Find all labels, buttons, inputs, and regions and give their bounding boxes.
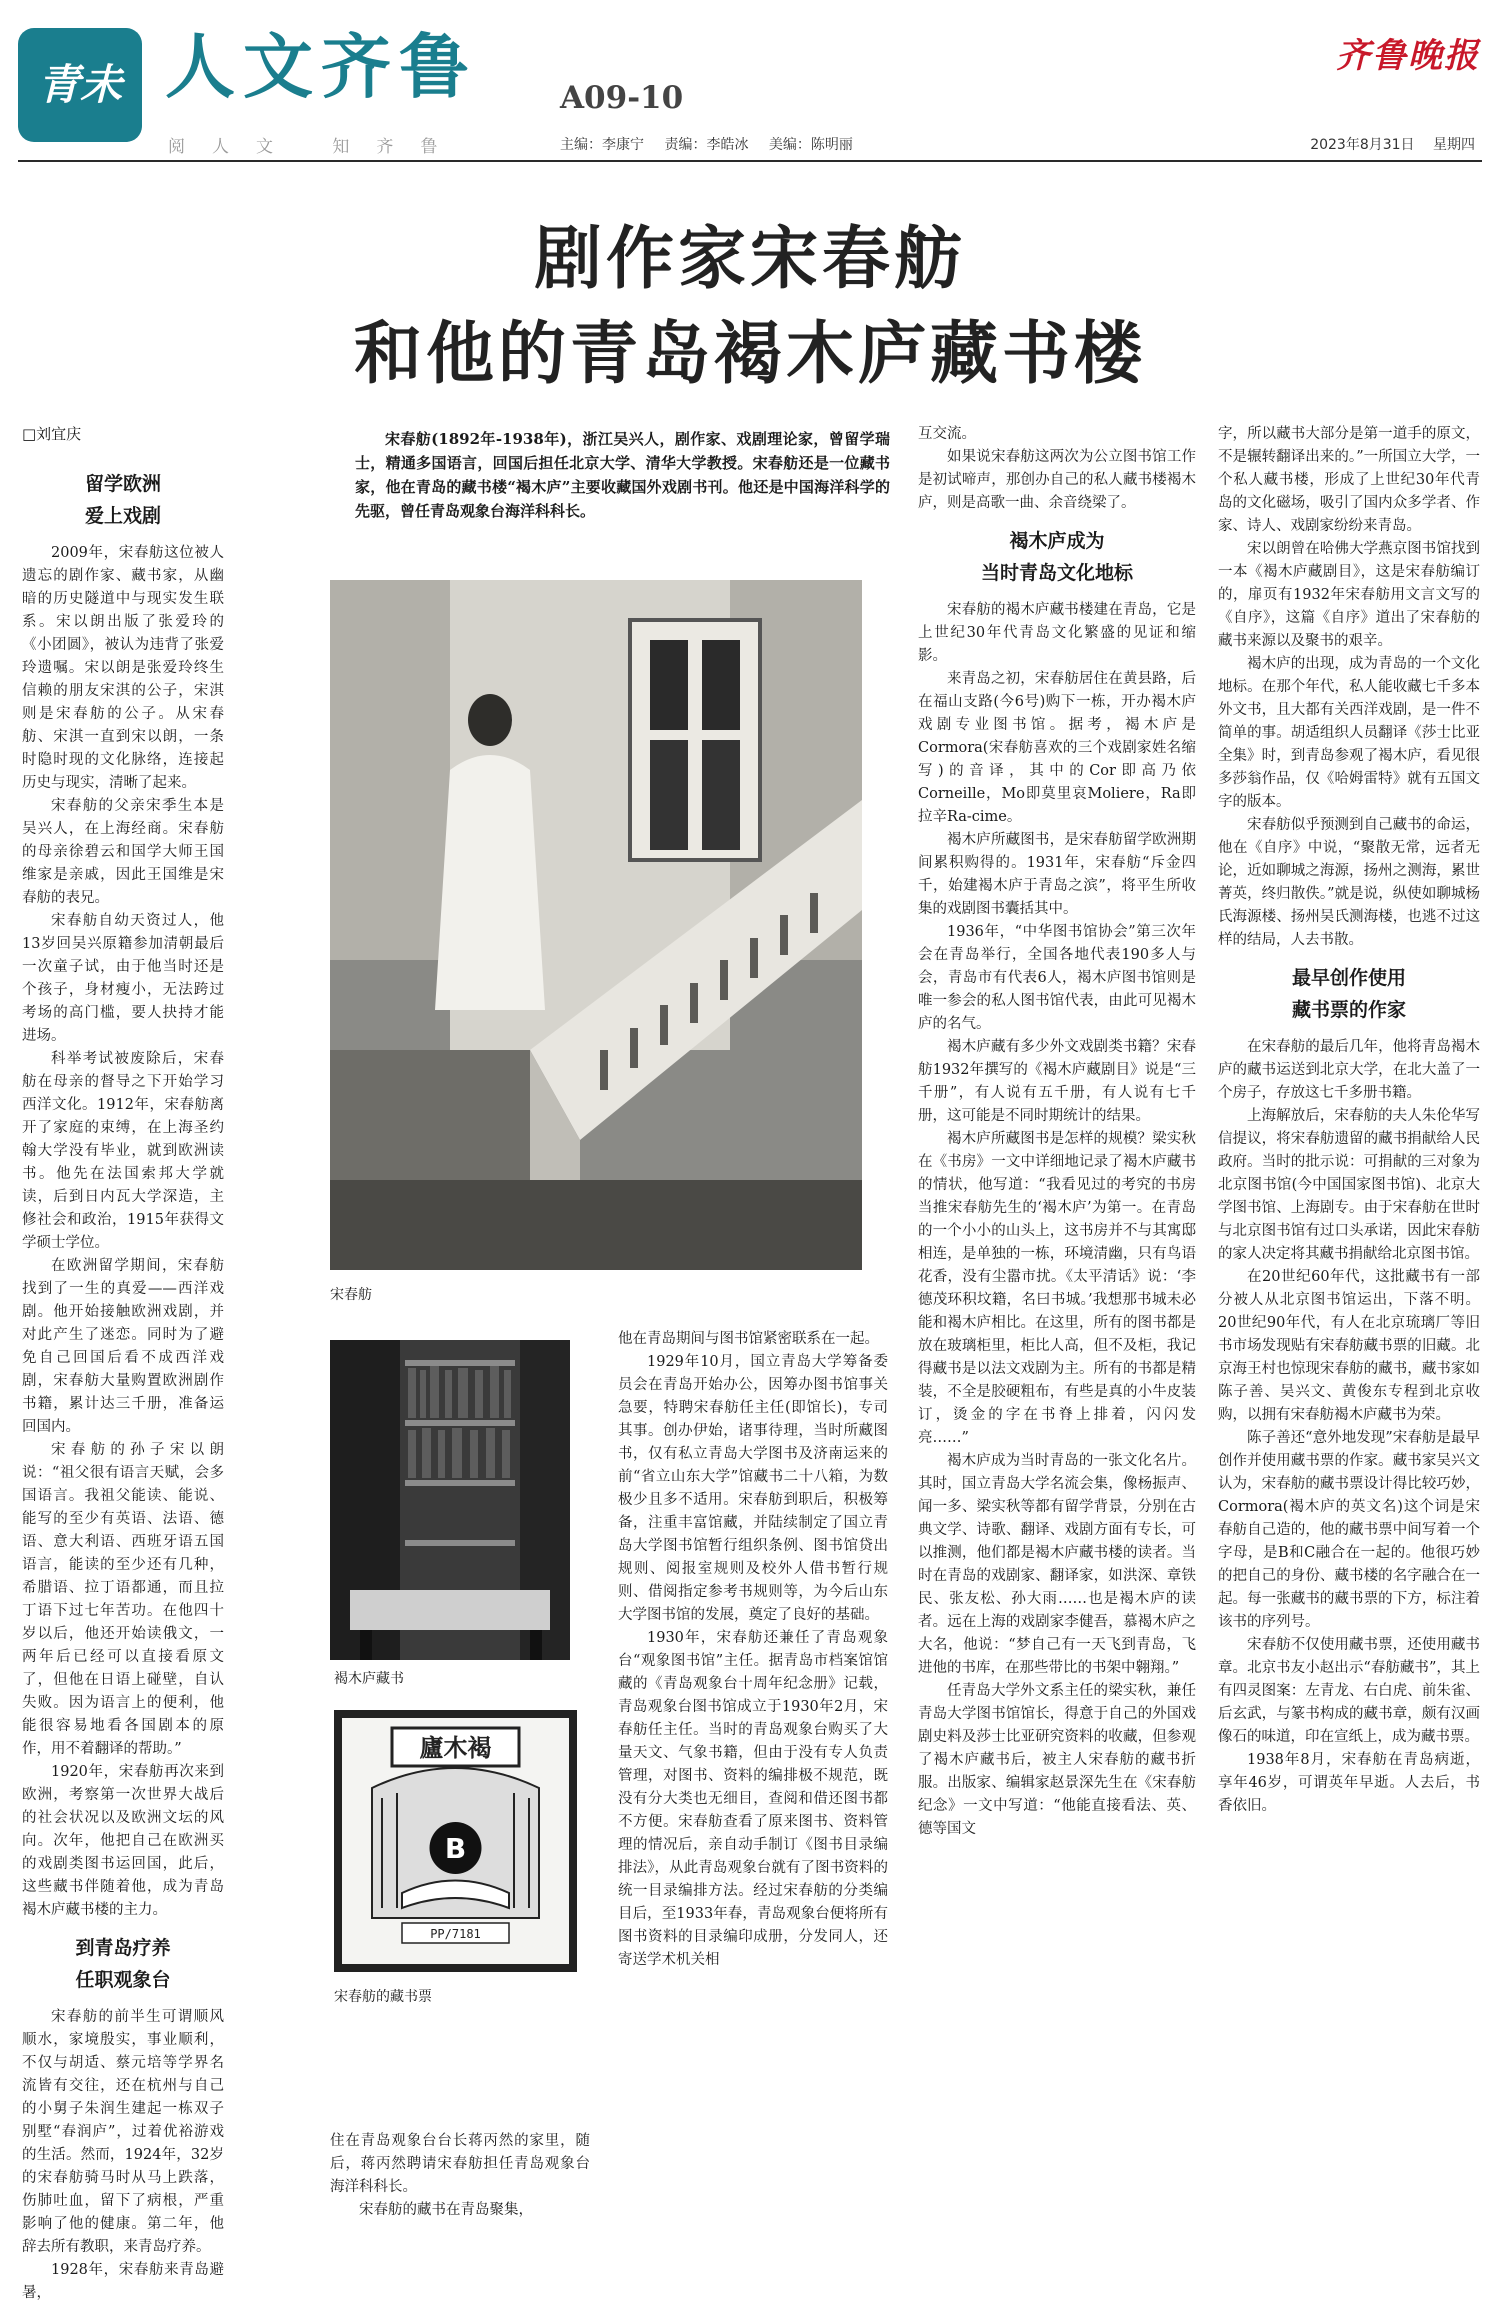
- paragraph: 1928年，宋春舫来青岛避暑，: [22, 2262, 224, 2301]
- paragraph: 褐木庐藏有多少外文戏剧类书籍？宋春舫1932年撰写的《褐木庐藏剧目》说是“三千册”，有人说有五千册，有人说有七千册，这可能是不同时期统计的结果。: [918, 1039, 1196, 1124]
- caption-photo2: 褐木庐藏书: [334, 1671, 404, 1687]
- paragraph: 来青岛之初，宋春舫居住在黄县路，后在福山支路(今6号)购下一栋，开办褐木庐戏剧专业图书馆。据考，褐木庐是Cormora(宋春舫喜欢的三个戏剧家姓名缩写)的音译，其中的Cor即高乃依Corneille，Mo即莫里哀Moliere，Ra即拉辛Ra-cime。: [918, 671, 1196, 825]
- paragraph: 住在青岛观象台台长蒋丙然的家里，随后，蒋丙然聘请宋春舫担任青岛观象台海洋科科长。: [330, 2133, 590, 2195]
- author-byline: □刘宜庆: [22, 425, 82, 443]
- page-number: A09-10: [560, 80, 684, 116]
- paragraph: 宋以朗曾在哈佛大学燕京图书馆找到一本《褐木庐藏剧目》，这是宋春舫编订的，扉页有1932年宋春舫用文言文写的《自序》，这篇《自序》道出了宋春舫的藏书来源以及聚书的艰辛。: [1218, 541, 1480, 649]
- paragraph: 褐木庐所藏图书，是宋春舫留学欧洲期间累积购得的。1931年，宋春舫“斥金四千，始建褐木庐于青岛之滨”，将平生所收集的戏剧图书囊括其中。: [918, 832, 1196, 917]
- column-3: [918, 423, 1196, 2188]
- photo-library-books: [330, 1340, 570, 1660]
- column-1: [22, 458, 224, 2301]
- editor-credits: [560, 134, 869, 154]
- paragraph: 宋春舫的褐木庐藏书楼建在青岛，它是上世纪30年代青岛文化繁盛的见证和缩影。: [918, 602, 1196, 664]
- subhead-2-line-2: 任职观象台: [75, 1969, 171, 1991]
- editor-chief: 主编：李康宁: [560, 137, 644, 153]
- paragraph: 1920年，宋春舫再次来到欧洲，考察第一次世界大战后的社会状况以及欧洲文坛的风向。次年，他把自己在欧洲买的戏剧类图书运回国，此后，这些藏书伴随着他，成为青岛褐木庐藏书楼的主力。: [22, 1764, 224, 1918]
- paragraph: 宋春舫的前半生可谓顺风顺水，家境殷实，事业顺利，不仅与胡适、蔡元培等学界名流皆有交往，还在杭州与自己的小舅子朱润生建起一栋双子别墅“春润庐”，过着优裕游戏的生活。然而，1924年，32岁的宋春舫骑马时从马上跌落，伤肺吐血，留下了病根，严重影响了他的健康。第二年，他辞去所有教职，来青岛疗养。: [22, 2009, 224, 2255]
- section-title: 人文齐鲁: [165, 25, 477, 108]
- paragraph: 宋春舫的孙子宋以朗说：“祖父很有语言天赋，会多国语言。我祖父能读、能说、能写的至少有英语、法语、德语、意大利语、西班牙语五国语言，能读的至少还有几种，希腊语、拉丁语都通，而且拉丁语下过七年苦功。在他四十岁以后，他还开始读俄文，一两年后已经可以直接看原文了，但他在日语上碰壁，自认失败。因为语言上的便利，他能很容易地看各国剧本的原作，用不着翻译的帮助。”: [22, 1442, 224, 1757]
- subhead-3-line-2: 当时青岛文化地标: [980, 562, 1133, 584]
- paragraph: 宋春舫的藏书在青岛聚集，: [359, 2202, 533, 2218]
- editor-art: 美编：陈明丽: [768, 137, 853, 153]
- intro-text: 宋春舫(1892年-1938年)，浙江吴兴人，剧作家、戏剧理论家，曾留学瑞士，精通多国语言，回国后担任北京大学、清华大学教授。宋春舫还是一位藏书家，他在青岛的藏书楼“褐木庐”主要收藏国外戏剧书刊。他还是中国海洋科学的先驱，曾任青岛观象台海洋科科长。: [355, 430, 890, 520]
- paragraph: 2009年，宋春舫这位被人遗忘的剧作家、藏书家，从幽暗的历史隧道中与现实发生联系。宋以朗出版了张爱玲的《小团圆》，被认为违背了张爱玲遗嘱。宋以朗是张爱玲终生信赖的朋友宋淇的公子，宋淇则是宋春舫的公子。从宋春舫、宋淇一直到宋以朗，一条时隐时现的文化脉络，连接起历史与现实，清晰了起来。: [22, 545, 224, 791]
- paragraph: 在20世纪60年代，这批藏书有一部分被人从北京图书馆运出，下落不明。20世纪90年代，有人在北京琉璃厂等旧书市场发现贴有宋春舫藏书票的旧藏。北京海王村也惊现宋春舫的藏书，藏书家如陈子善、吴兴文、黄俊东专程到北京收购，以拥有宋春舫褐木庐藏书为荣。: [1218, 1269, 1480, 1423]
- paragraph: 褐木庐所藏图书是怎样的规模？梁实秋在《书房》一文中详细地记录了褐木庐藏书的情状，他写道：“我看见过的考究的书房当推宋春舫先生的‘褐木庐’为第一。在青岛的一个小小的山头上，这书房并不与其寓邸相连，是单独的一栋，环境清幽，只有鸟语花香，没有尘嚣市扰。《太平清话》说：‘李德茂环积坟籍，名曰书城。’我想那书城未必能和褐木庐相比。在这里，所有的图书都是放在玻璃柜里，柜比人高，但不及柜，我记得藏书是以法文戏剧为主。所有的书都是精装，不全是胶硬粗布，有些是真的小牛皮装订，烫金的字在书脊上排着，闪闪发亮……”: [918, 1131, 1196, 1446]
- paragraph: 1938年8月，宋春舫在青岛病逝，享年46岁，可谓英年早逝。人去后，书香依旧。: [1218, 1752, 1480, 1814]
- dateline: [1296, 134, 1475, 154]
- bookplate-image: [334, 1710, 577, 1972]
- subhead-4-line-1: 最早创作使用: [1291, 967, 1406, 989]
- masthead-logo: 青未了: [18, 28, 142, 142]
- headline-line-2: 和他的青岛褐木庐藏书楼: [353, 314, 1146, 394]
- subhead-4: [1218, 962, 1480, 1026]
- photo-song-chunfang: [330, 580, 862, 1270]
- paragraph: 宋春舫自幼天资过人，他13岁回吴兴原籍参加清朝最后一次童子试，由于他当时还是个孩子，身材瘦小，无法跨过考场的高门槛，要人抉持才能进场。: [22, 913, 224, 1044]
- subhead-2: [22, 1932, 224, 1996]
- subhead-1: [22, 468, 224, 532]
- svg-text:B: B: [444, 1832, 467, 1865]
- newspaper-brand: 齐鲁晚报: [1336, 36, 1480, 76]
- issue-date: 2023年8月31日: [1310, 137, 1415, 153]
- bookplate-graphic: [342, 1718, 569, 1964]
- paragraph: 如果说宋春舫这两次为公立图书馆工作是初试啼声，那创办自己的私人藏书楼褐木庐，则是高歌一曲、余音绕梁了。: [918, 449, 1196, 511]
- paragraph: 陈子善还“意外地发现”宋春舫是最早创作并使用藏书票的作家。藏书家吴兴文认为，宋春舫的藏书票设计得比较巧妙，Cormora(褐木庐的英文名)这个词是宋春舫自己造的，他的藏书票中间写着一个字母，是B和C融合在一起的。他很巧妙的把自己的身份、藏书楼的名字融合在一起。每一张藏书的藏书票的下方，标注着该书的序列号。: [1218, 1430, 1480, 1630]
- subhead-1-line-2: 爱上戏剧: [84, 505, 161, 527]
- paragraph: 任青岛大学外文系主任的梁实秋，兼任青岛大学图书馆馆长，得意于自己的外国戏剧史料及莎士比亚研究资料的收藏，但参观了褐木庐藏书后，被主人宋春舫的藏书折服。出版家、编辑家赵景深先生在《宋春舫纪念》一文中写道：“他能直接看法、英、德等国文: [918, 1683, 1196, 1837]
- section-tagline: 阅人文 知齐鲁: [168, 137, 465, 157]
- subhead-3: [918, 525, 1196, 589]
- paragraph: 在宋春舫的最后几年，他将青岛褐木庐的藏书运送到北京大学，在北大盖了一个房子，存放这七千多册书籍。: [1218, 1039, 1480, 1101]
- column-2b: [618, 1328, 888, 2188]
- subhead-4-line-2: 藏书票的作家: [1291, 999, 1406, 1021]
- paragraph: 科举考试被废除后，宋春舫在母亲的督导之下开始学习西洋文化。1912年，宋春舫离开了家庭的束缚，在上海圣约翰大学没有毕业，就到欧洲读书。他先在法国索邦大学就读，后到日内瓦大学深造，主修社会和政治，1915年获得文学硕士学位。: [22, 1051, 224, 1251]
- issue-weekday: 星期四: [1433, 137, 1475, 153]
- paragraph: 互交流。: [918, 426, 976, 442]
- masthead-rule: [18, 160, 1482, 162]
- subhead-1-line-1: 留学欧洲: [84, 473, 161, 495]
- column-4: [1218, 423, 1480, 2188]
- caption-photo3: 宋春舫的藏书票: [334, 1989, 432, 2005]
- paragraph: 褐木庐成为当时青岛的一张文化名片。其时，国立青岛大学名流会集，像杨振声、闻一多、梁实秋等都有留学背景，分别在古典文学、诗歌、翻译、戏剧方面有专长，可以推测，他们都是褐木庐藏书楼的读者。当时在青岛的戏剧家、翻译家，如洪深、章铁民、张友松、孙大雨……也是褐木庐的读者。远在上海的戏剧家李健吾，慕褐木庐之大名，他说：“梦自己有一天飞到青岛，飞进他的书库，在那些带比的书架中翱翔。”: [918, 1453, 1196, 1676]
- column-2-bottom: [330, 2130, 590, 2218]
- headline-line-1: 剧作家宋春舫: [533, 219, 966, 299]
- photo-song-chunfang-graphic: [330, 580, 862, 1270]
- paragraph: 1930年，宋春舫还兼任了青岛观象台“观象图书馆”主任。据青岛市档案馆馆藏的《青岛观象台十周年纪念册》记载，青岛观象台图书馆成立于1930年2月，宋春舫任主任。当时的青岛观象台购买了大量天文、气象书籍，但由于没有专人负责管理，对图书、资料的编排极不规范，既没有分大类也无细目，查阅和借还图书都不方便。宋春舫查看了原来图书、资料管理的情况后，亲自动手制订《图书目录编排法》，从此青岛观象台就有了图书资料的统一目录编排方法。经过宋春舫的分类编目后，至1933年春，青岛观象台便将所有图书资料的目录编印成册，分发同人，还寄送学术机关相: [618, 1630, 888, 1968]
- paragraph: 宋春舫似乎预测到自己藏书的命运，他在《自序》中说，“聚散无常，远者无论，近如聊城之海源，扬州之测海，累世菁英，终归散佚。”就是说，纵使如聊城杨氏海源楼、扬州吴氏测海楼，也逃不过这样的结局，人去书散。: [1218, 817, 1480, 948]
- paragraph: 1936年，“中华图书馆协会”第三次年会在青岛举行，全国各地代表190多人与会，青岛市有代表6人，褐木庐图书馆则是唯一参会的私人图书馆代表，由此可见褐木庐的名气。: [918, 924, 1196, 1032]
- article-intro: [355, 427, 890, 523]
- paragraph: 褐木庐的出现，成为青岛的一个文化地标。在那个年代，私人能收藏七千多本外文书，且大都有关西洋戏剧，是一件不简单的事。胡适组织人员翻译《莎士比亚全集》时，到青岛参观了褐木庐，看见很多莎翁作品，仅《哈姆雷特》就有五国文字的版本。: [1218, 656, 1480, 810]
- paragraph: 上海解放后，宋春舫的夫人朱伦华写信提议，将宋春舫遗留的藏书捐献给人民政府。当时的批示说：可捐献的三对象为北京图书馆(今中国国家图书馆)、北京大学图书馆、上海剧专。由于宋春舫在世时与北京图书馆有过口头承诺，因此宋春舫的家人决定将其藏书捐献给北京图书馆。: [1218, 1108, 1480, 1262]
- paragraph: 1929年10月，国立青岛大学筹备委员会在青岛开始办公，因筹办图书馆事关急要，特聘宋春舫任主任(即馆长)，专司其事。创办伊始，诸事待理，当时所藏图书，仅有私立青岛大学图书及济南运来的前“省立山东大学”馆藏书二十八箱，为数极少且多不适用。宋春舫到职后，积极筹备，注重丰富馆藏，并陆续制定了国立青岛大学图书馆暂行组织条例、图书馆贷出规则、阅报室规则及校外人借书暂行规则、借阅指定参考书规则等，为今后山东大学图书馆的发展，奠定了良好的基础。: [618, 1354, 888, 1623]
- paragraph: 字，所以藏书大部分是第一道手的原文，不是辗转翻译出来的。”一所国立大学，一个私人藏书楼，形成了上世纪30年代青岛的文化磁场，吸引了国内众多学者、作家、诗人、戏剧家纷纷来青岛。: [1218, 426, 1480, 534]
- paragraph: 宋春舫不仅使用藏书票，还使用藏书章。北京书友小赵出示“春舫藏书”，其上有四灵图案：左青龙、右白虎、前朱雀、后玄武，与篆书构成的藏书章，颇有汉画像石的味道，印在宣纸上，成为藏书票。: [1218, 1637, 1480, 1745]
- caption-photo1: 宋春舫: [330, 1287, 372, 1303]
- bookplate-title: 廬木褐: [419, 1733, 492, 1762]
- paragraph: 在欧洲留学期间，宋春舫找到了一生的真爱——西洋戏剧。他开始接触欧洲戏剧，并对此产生了迷恋。同时为了避免自己回国后看不成西洋戏剧，宋春舫大量购置欧洲剧作书籍，累计达三千册，准备运回国内。: [22, 1258, 224, 1435]
- editor-duty: 责编：李皓冰: [664, 137, 749, 153]
- subhead-3-line-1: 褐木庐成为: [1009, 530, 1105, 552]
- paragraph: 他在青岛期间与图书馆紧密联系在一起。: [618, 1331, 879, 1347]
- subhead-2-line-1: 到青岛疗养: [75, 1937, 171, 1959]
- paragraph: 宋春舫的父亲宋季生本是吴兴人，在上海经商。宋春舫的母亲徐碧云和国学大师王国维家是亲戚，因此王国维是宋春舫的表兄。: [22, 798, 224, 906]
- bookplate-code: PP/7181: [430, 1927, 481, 1941]
- photo-library-books-graphic: [330, 1340, 570, 1660]
